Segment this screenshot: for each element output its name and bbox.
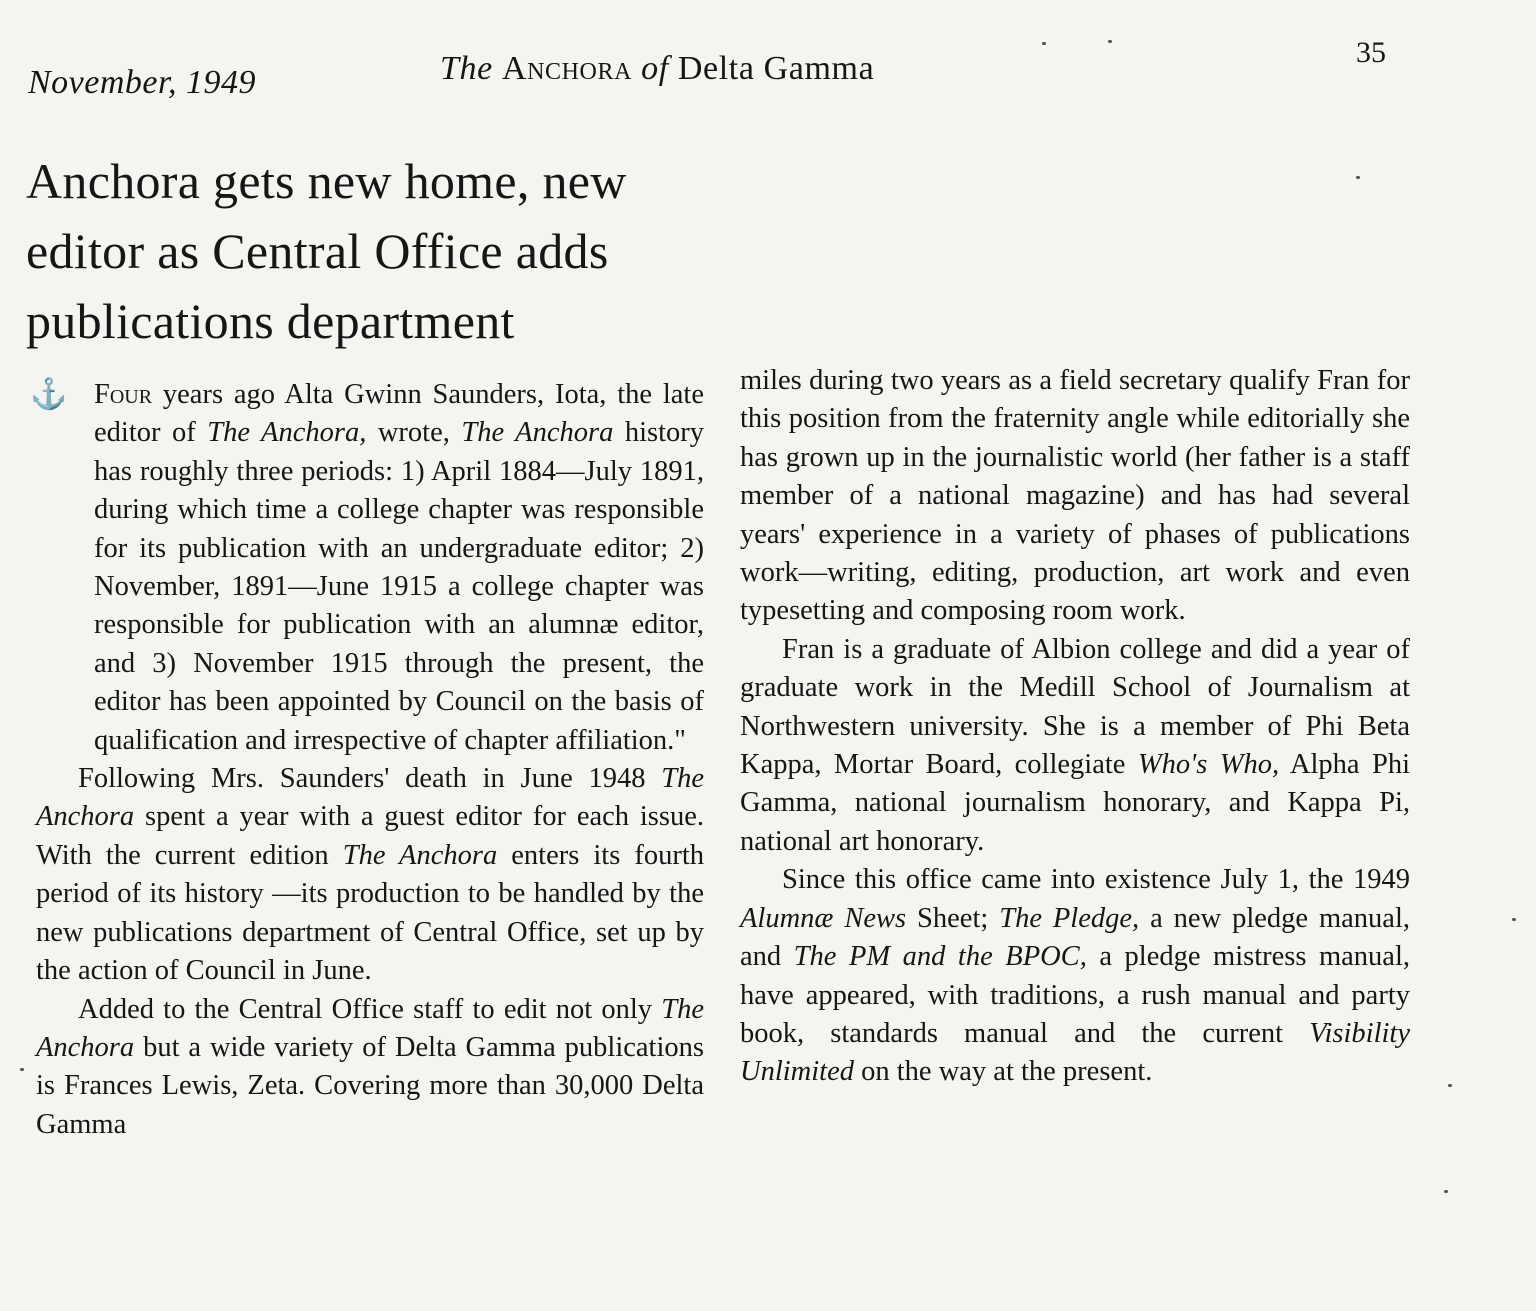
text-run: enters its fourth period of its history —its production to be handled by the new publications department of Central Office, set up by the action of Council in June. bbox=[36, 839, 704, 987]
article-headline: Anchora gets new home, new editor as Central Office adds publications department bbox=[26, 153, 627, 349]
text-run: Sheet; bbox=[906, 902, 1000, 934]
italic-title: Alumnæ News bbox=[740, 902, 907, 934]
italic-title: The Pledge, bbox=[999, 902, 1140, 934]
italic-title: Visibility Unlimited bbox=[740, 1017, 1410, 1088]
text-run: history has roughly three periods: 1) April 1884—July 1891, during which time a college chapter was responsible for its publication with an undergraduate editor; 2) November, 1891—June 1915 a college chapter was responsible for publication with an alumnæ editor, and 3) November 1915 through the present, the editor has been appointed by Council on the basis of qualification and irrespective of chapter affiliation." bbox=[94, 417, 705, 756]
text-run: a new pledge manual, and bbox=[740, 902, 1410, 973]
left-paragraph-3 bbox=[36, 991, 704, 1145]
italic-title: The Anchora, bbox=[207, 417, 367, 449]
masthead-org: Delta Gamma bbox=[677, 50, 875, 87]
italic-title: The Anchora bbox=[36, 993, 704, 1063]
text-run: Added to the Central Office staff to edit not only bbox=[78, 993, 662, 1025]
right-paragraph-1: miles during two years as a field secretary qualify Fran for this position from the fraternity angle while editorially she has grown up in the journalistic world (her father is a staff member of a national magazine) and has had several years' experience in a variety of phases of publications work—writing, editing, production, art work and even typesetting and composing room work. bbox=[740, 365, 1410, 627]
anchor-icon: ⚓ bbox=[30, 378, 68, 411]
masthead bbox=[440, 50, 874, 88]
text-run: wrote, bbox=[366, 417, 462, 449]
text-run: years ago Alta Gwinn Saunders, Iota, the late editor of bbox=[94, 379, 704, 449]
italic-title: The Anchora bbox=[36, 763, 704, 833]
italic-title: The PM and the BPOC, bbox=[793, 941, 1087, 973]
issue-date: November, 1949 bbox=[28, 64, 256, 101]
text-run: on the way at the present. bbox=[854, 1056, 1153, 1088]
print-speck bbox=[1108, 40, 1112, 43]
text-run: Since this office came into existence July 1, the 1949 bbox=[782, 864, 1410, 896]
text-run: Following Mrs. Saunders' death in June 1948 bbox=[78, 763, 662, 795]
print-speck bbox=[1444, 1190, 1448, 1193]
text-run: Alpha Phi Gamma, national journalism honorary, and Kappa Pi, national art honorary. bbox=[740, 749, 1410, 857]
italic-title: The Anchora bbox=[342, 839, 498, 871]
left-paragraph-1 bbox=[30, 376, 705, 760]
lead-word: Four bbox=[94, 379, 153, 410]
left-paragraph-2 bbox=[36, 760, 704, 990]
masthead-anchora: Anchora bbox=[501, 50, 633, 87]
masthead-the: The bbox=[440, 50, 493, 87]
masthead-of: of bbox=[641, 50, 669, 87]
text-run: Fran is a graduate of Albion college and did a year of graduate work in the Medill School of Journalism at Northwestern university. She is a member of Phi Beta Kappa, Mortar Board, collegiate bbox=[740, 633, 1410, 781]
italic-title: Who's Who, bbox=[1137, 749, 1280, 781]
left-column bbox=[30, 376, 705, 1144]
right-paragraph-3 bbox=[740, 861, 1410, 1091]
print-speck bbox=[1356, 176, 1360, 179]
text-run: but a wide variety of Delta Gamma publications is Frances Lewis, Zeta. Covering more than 30,000 Delta Gamma bbox=[36, 1031, 704, 1140]
print-speck bbox=[20, 1068, 24, 1071]
text-run: spent a year with a guest editor for each issue. With the current edition bbox=[36, 801, 704, 871]
left-paragraph-1-text bbox=[36, 376, 704, 760]
right-paragraph-2 bbox=[740, 631, 1410, 861]
italic-title: The Anchora bbox=[461, 417, 614, 449]
print-speck bbox=[1512, 918, 1516, 921]
page-number: 35 bbox=[1356, 36, 1386, 69]
text-run: a pledge mistress manual, have appeared, with traditions, a rush manual and party book, standards manual and the current bbox=[740, 941, 1410, 1049]
right-column bbox=[740, 362, 1410, 1092]
print-speck bbox=[1448, 1084, 1452, 1087]
print-speck bbox=[1042, 42, 1046, 45]
